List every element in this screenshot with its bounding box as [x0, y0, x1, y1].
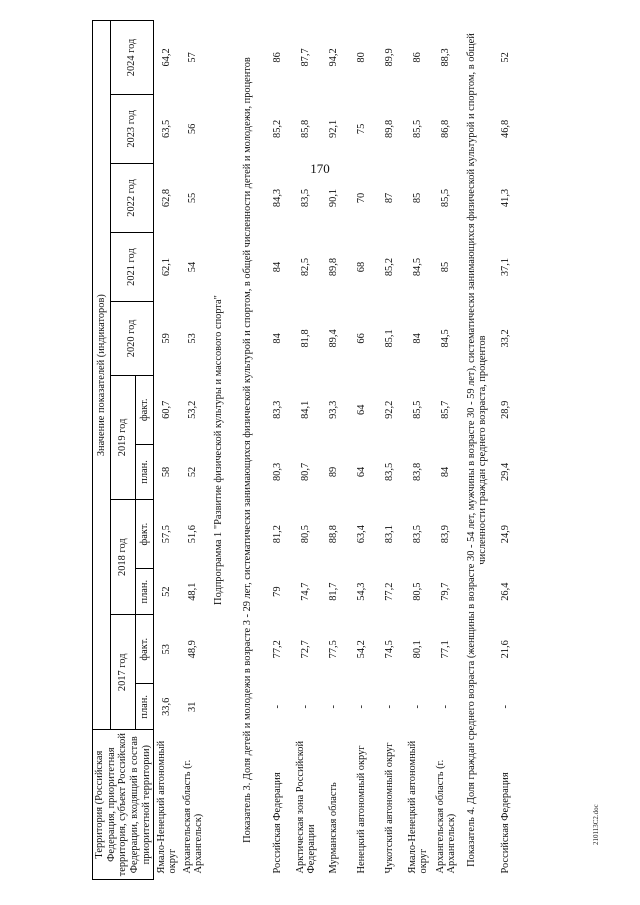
table-row: [180, 21, 206, 880]
value-cell: 81,7: [328, 582, 340, 601]
value-cell: 59: [161, 333, 173, 344]
value-cell: 84,5: [440, 329, 452, 348]
table-row: [154, 21, 181, 880]
territory-name: Архангельская область (г. Архангельск): [181, 759, 205, 874]
value-cell: 54: [187, 261, 199, 273]
value-cell: 52: [161, 586, 173, 597]
section-row: [206, 21, 231, 880]
footer-document-code: 210113C2.doc: [592, 804, 600, 845]
value-cell: 53: [161, 644, 173, 655]
value-cell: 41,3: [500, 188, 512, 208]
indicators-table: [92, 20, 519, 880]
value-cell: 85,2: [272, 119, 284, 138]
section-row: [460, 21, 493, 880]
value-cell: 84: [272, 261, 284, 273]
value-cell: 77,1: [440, 640, 452, 659]
year-2018-header: 2018 год: [111, 500, 136, 615]
value-cell: 79,7: [440, 582, 452, 601]
value-cell: 80,7: [300, 462, 312, 482]
value-cell: 85,5: [440, 188, 452, 208]
value-cell: -: [440, 705, 452, 709]
year-2022-header: 2022 год: [111, 163, 154, 232]
value-cell: 81,2: [272, 525, 284, 544]
value-cell: 80: [356, 52, 368, 63]
value-cell: 89,4: [328, 329, 340, 348]
value-cell: 60,7: [161, 400, 173, 419]
year-2023-header: 2023 год: [111, 94, 154, 163]
value-cell: 84: [440, 466, 452, 478]
value-cell: 89,8: [384, 119, 396, 138]
value-cell: 85,8: [300, 119, 312, 138]
value-cell: 84,1: [300, 400, 312, 419]
value-cell: 64: [356, 466, 368, 478]
value-cell: 85,1: [384, 329, 396, 348]
plan-header: план.: [136, 569, 154, 615]
value-cell: 89: [328, 466, 340, 478]
territory-name: Ямало-Ненецкий автономный округ: [155, 740, 179, 874]
value-cell: 77,2: [272, 640, 284, 659]
value-cell: -: [356, 705, 368, 709]
territory-name: Архангельская область (г. Архангельск): [434, 759, 458, 874]
value-cell: 85,5: [412, 400, 424, 419]
value-cell: -: [412, 705, 424, 709]
value-cell: 52: [500, 52, 512, 63]
value-cell: 57,5: [161, 525, 173, 544]
value-cell: 57: [187, 52, 199, 63]
table-row: [493, 21, 519, 880]
value-cell: 89,9: [384, 48, 396, 67]
value-cell: 80,5: [412, 582, 424, 601]
value-cell: 83,5: [412, 525, 424, 544]
value-cell: 83,8: [412, 462, 424, 482]
table-row: [292, 21, 320, 880]
subprogram-title: Подпрограмма 1 "Развитие физической культуры и массового спорта": [213, 295, 225, 605]
value-cell: 93,3: [328, 400, 340, 419]
value-cell: 83,9: [440, 525, 452, 544]
value-cell: 80,1: [412, 640, 424, 659]
value-cell: 84: [412, 333, 424, 344]
value-cell: 55: [187, 192, 199, 204]
value-cell: 94,2: [328, 48, 340, 67]
indicator-4-title: Показатель 4. Доля граждан среднего возраста (женщины в возрасте 30 - 54 лет, мужчины в возрасте 30 - 59 лет), систематически занимающихся физической культурой и спортом, в общей численности граждан среднего возраста, процентов: [465, 33, 489, 867]
rotated-table-page: [92, 20, 564, 880]
value-cell: 48,1: [187, 582, 199, 601]
table-row: [348, 21, 376, 880]
table-row: [432, 21, 460, 880]
fact-header: факт.: [136, 615, 154, 684]
value-cell: 51,6: [187, 525, 199, 544]
indicators-header: Значение показателей (индикаторов): [93, 21, 111, 730]
value-cell: 56: [187, 123, 199, 135]
territory-name: Мурманская область: [328, 782, 340, 874]
value-cell: 24,9: [500, 525, 512, 544]
value-cell: 90,1: [328, 188, 340, 208]
plan-header: план.: [136, 684, 154, 730]
year-2019-header: 2019 год: [111, 375, 136, 499]
value-cell: 84,3: [272, 188, 284, 208]
value-cell: 63,5: [161, 119, 173, 138]
territory-name: Российская Федерация: [500, 772, 512, 874]
value-cell: 75: [356, 123, 368, 135]
plan-header: план.: [136, 444, 154, 499]
value-cell: 72,7: [300, 640, 312, 659]
territory-name: Чукотский автономный округ: [384, 742, 396, 874]
value-cell: 86: [412, 52, 424, 63]
fact-header: факт.: [136, 375, 154, 444]
fact-header: факт.: [136, 500, 154, 569]
value-cell: 33,6: [161, 697, 173, 716]
table-row: [320, 21, 348, 880]
value-cell: 86,8: [440, 119, 452, 138]
value-cell: 53,2: [187, 400, 199, 419]
value-cell: 54,3: [356, 582, 368, 601]
year-2020-header: 2020 год: [111, 302, 154, 376]
table-row: [264, 21, 292, 880]
value-cell: -: [272, 705, 284, 709]
value-cell: 85,5: [412, 119, 424, 138]
value-cell: 92,2: [384, 400, 396, 419]
value-cell: 84: [272, 333, 284, 344]
value-cell: 29,4: [500, 462, 512, 482]
value-cell: 88,3: [440, 48, 452, 67]
value-cell: 74,5: [384, 640, 396, 659]
territory-name: Российская Федерация: [272, 772, 284, 874]
value-cell: 64,2: [161, 48, 173, 67]
value-cell: 62,8: [161, 188, 173, 208]
value-cell: 79: [272, 586, 284, 597]
value-cell: 83,5: [384, 462, 396, 482]
value-cell: 83,1: [384, 525, 396, 544]
value-cell: 28,9: [500, 400, 512, 419]
territory-header: Территория (Российская Федерация, приоритетная территория, субъект Российской Федерации, входящий в состав приоритетной территории): [93, 730, 154, 880]
value-cell: 48,9: [187, 640, 199, 659]
value-cell: 80,3: [272, 462, 284, 482]
value-cell: -: [328, 705, 340, 709]
value-cell: 89,8: [328, 257, 340, 277]
table-row: [376, 21, 404, 880]
territory-name: Ненецкий автономный округ: [356, 745, 368, 874]
value-cell: 26,4: [500, 582, 512, 601]
value-cell: -: [384, 705, 396, 709]
value-cell: 46,8: [500, 119, 512, 138]
value-cell: 82,5: [300, 257, 312, 277]
value-cell: 53: [187, 333, 199, 344]
territory-name: Ямало-Ненецкий автономный округ: [406, 740, 430, 874]
value-cell: 58: [161, 466, 173, 478]
value-cell: -: [300, 705, 312, 709]
value-cell: 37,1: [500, 257, 512, 277]
value-cell: 33,2: [500, 329, 512, 348]
indicator-3-title: Показатель 3. Доля детей и молодежи в возрасте 3 - 29 лет, систематически занимающихся физической культурой и спортом, в общей численности детей и молодежи, процентов: [242, 57, 254, 843]
value-cell: 63,4: [356, 525, 368, 544]
value-cell: 21,6: [500, 640, 512, 659]
value-cell: -: [500, 705, 512, 709]
value-cell: 52: [187, 466, 199, 478]
value-cell: 74,7: [300, 582, 312, 601]
value-cell: 81,8: [300, 329, 312, 348]
value-cell: 85: [412, 192, 424, 204]
year-2017-header: 2017 год: [111, 615, 136, 730]
value-cell: 85,7: [440, 400, 452, 419]
value-cell: 92,1: [328, 119, 340, 138]
value-cell: 85: [440, 261, 452, 273]
value-cell: 68: [356, 261, 368, 273]
value-cell: 88,8: [328, 525, 340, 544]
value-cell: 84,5: [412, 257, 424, 277]
value-cell: 54,2: [356, 640, 368, 659]
value-cell: 87: [384, 192, 396, 204]
value-cell: 85,2: [384, 257, 396, 277]
value-cell: 80,5: [300, 525, 312, 544]
value-cell: 77,2: [384, 582, 396, 601]
value-cell: 83,5: [300, 188, 312, 208]
value-cell: 31: [187, 701, 199, 712]
year-2024-header: 2024 год: [111, 21, 154, 95]
table-row: [404, 21, 432, 880]
territory-name: Арктическая зона Российской Федерации: [294, 740, 318, 874]
value-cell: 86: [272, 52, 284, 63]
value-cell: 64: [356, 404, 368, 415]
value-cell: 66: [356, 333, 368, 344]
value-cell: 87,7: [300, 48, 312, 67]
value-cell: 77,5: [328, 640, 340, 659]
page-number: 170: [310, 161, 330, 176]
value-cell: 62,1: [161, 257, 173, 277]
year-2021-header: 2021 год: [111, 233, 154, 302]
value-cell: 83,3: [272, 400, 284, 419]
section-row: [231, 21, 264, 880]
value-cell: 70: [356, 192, 368, 204]
